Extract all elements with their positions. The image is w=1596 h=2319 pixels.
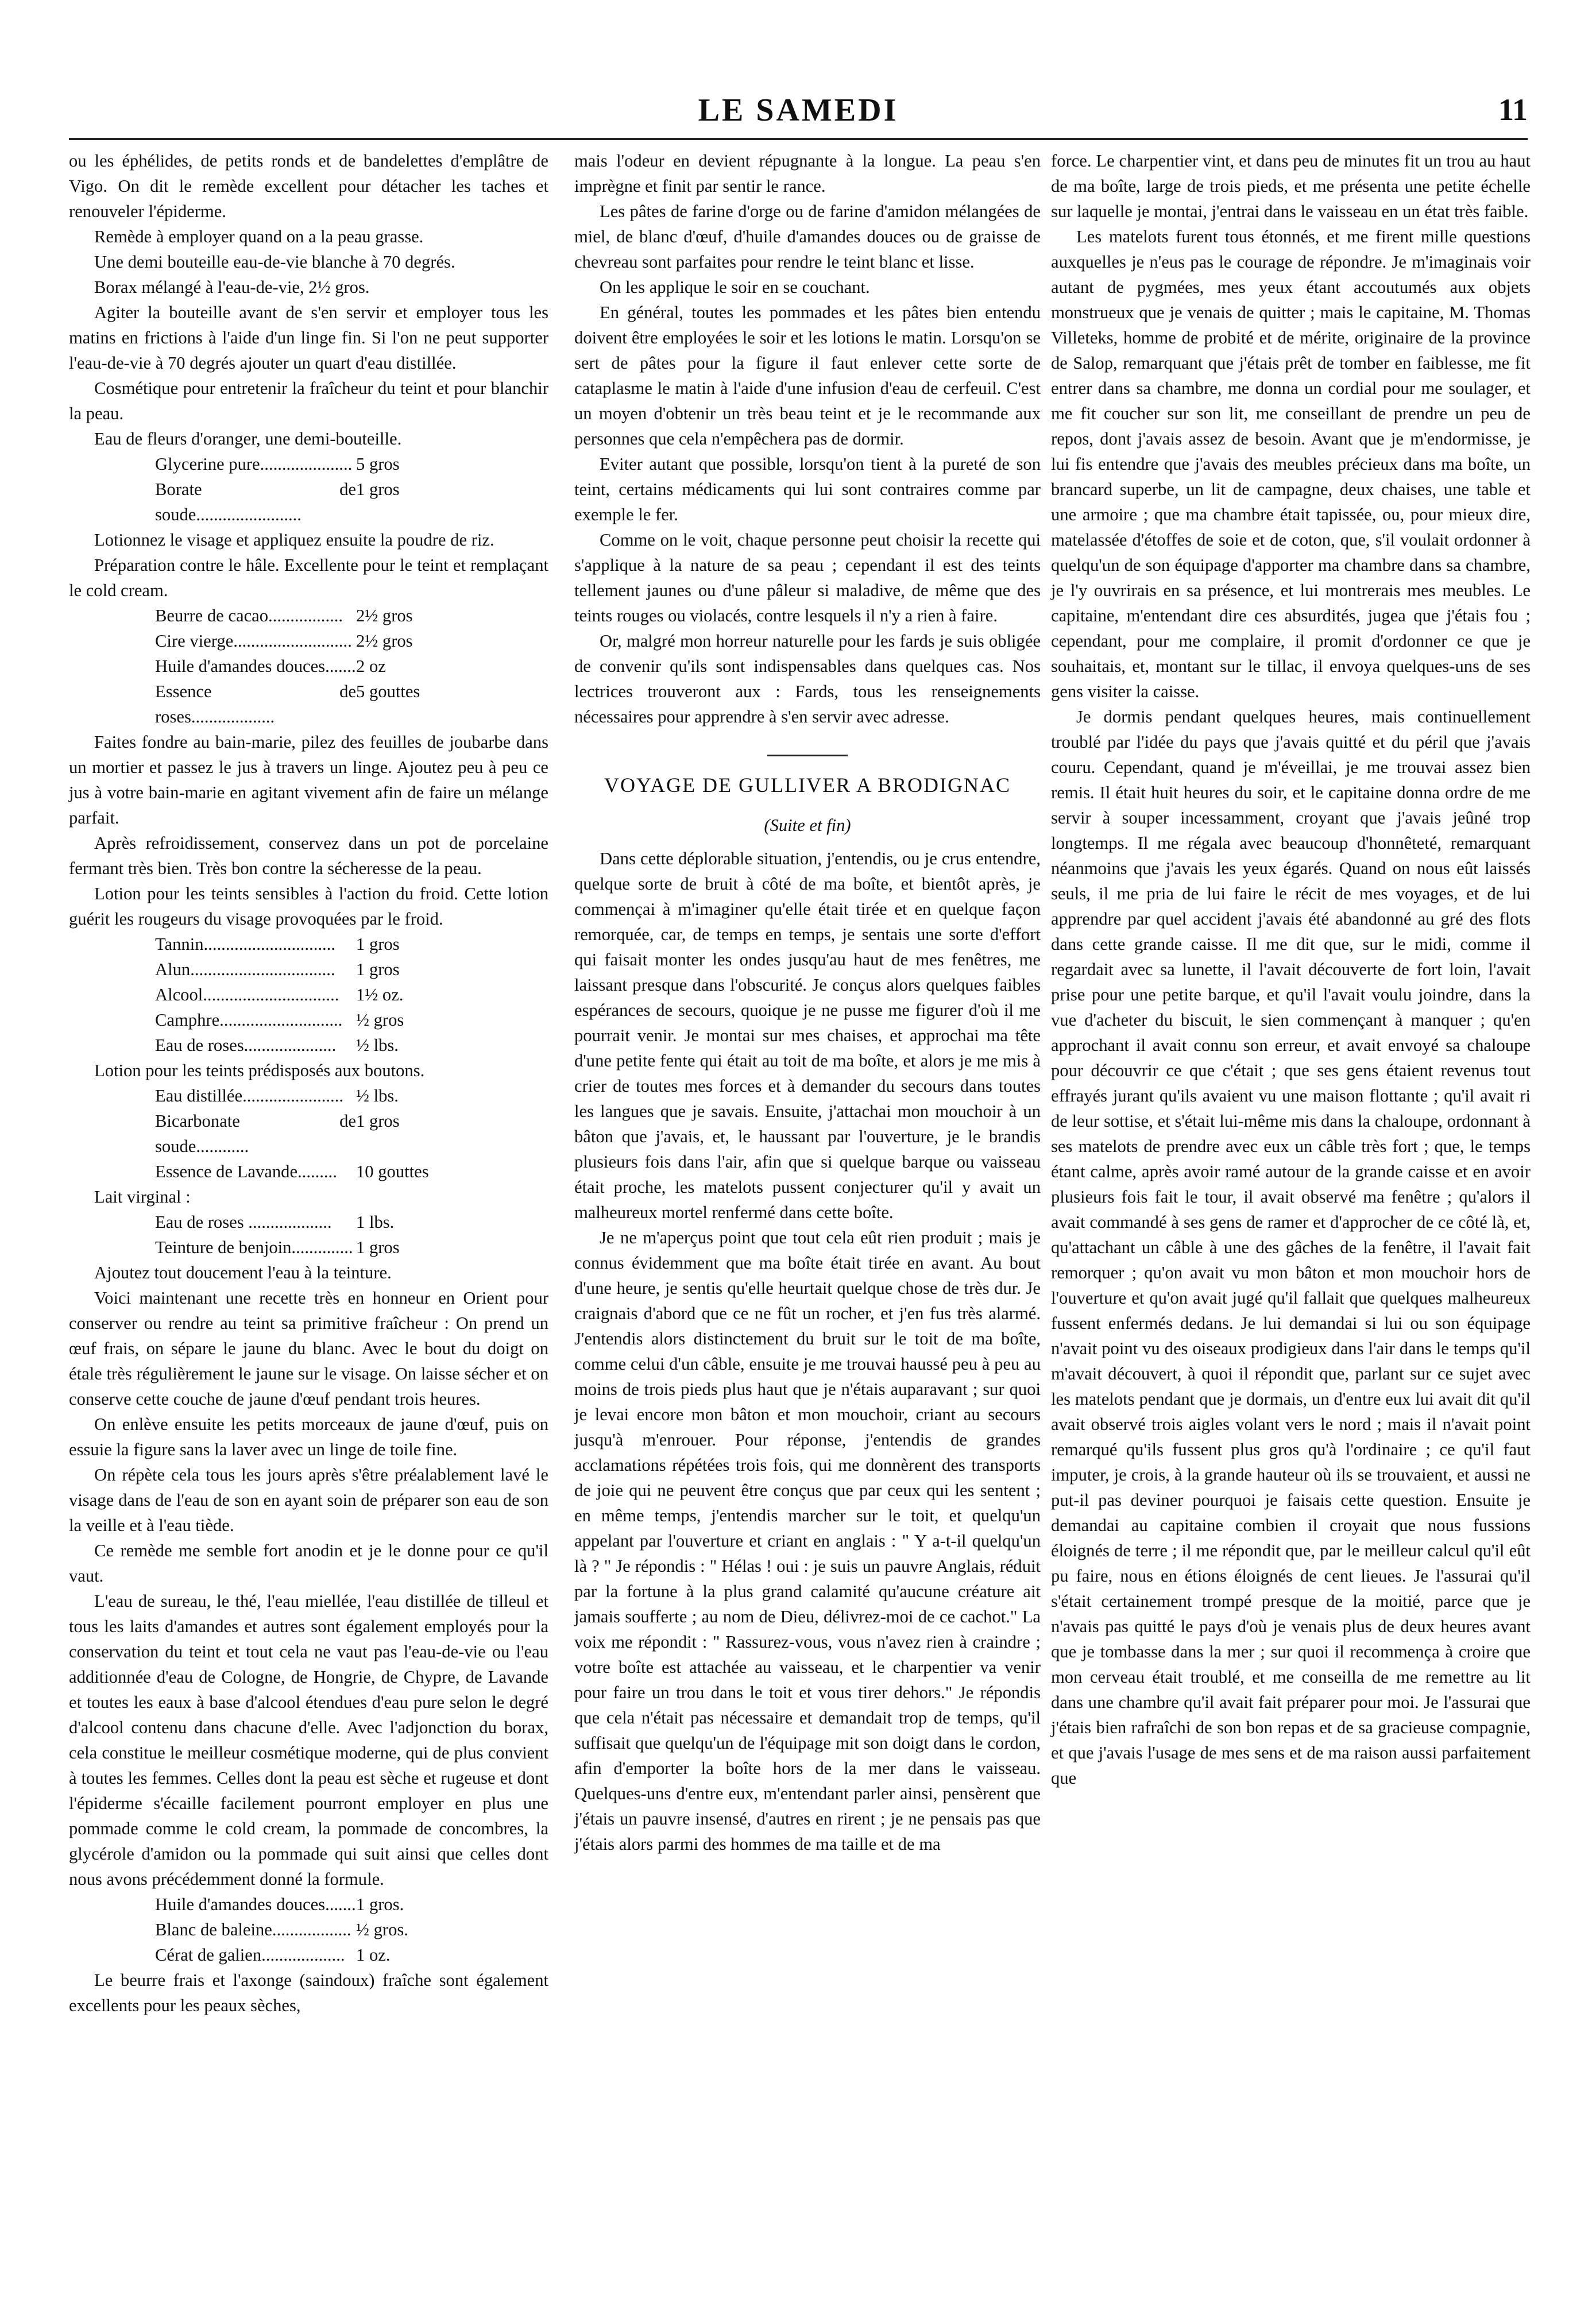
quantity: 1 gros <box>356 960 400 979</box>
ingredient: Huile d'amandes douces....... <box>155 656 356 676</box>
quantity: 1 gros <box>356 934 400 954</box>
recipe-list <box>155 451 454 527</box>
paragraph: Lotionnez le visage et appliquez ensuite la poudre de riz. <box>94 530 494 550</box>
paragraph: Or, malgré mon horreur naturelle pour les fards je suis obligée de convenir qu'ils sont indispensables dans quelques cas. Nos lectrices trouveront aux : Fards, tous les renseignements nécessaires pour apprendre à s'en servir avec adresse. <box>574 631 1041 726</box>
quantity: 1½ oz. <box>356 985 404 1004</box>
quantity: 2½ gros <box>356 606 413 625</box>
paragraph: On enlève ensuite les petits morceaux de jaune d'œuf, puis on essuie la figure sans la laver avec un linge de toile fine. <box>69 1414 548 1459</box>
recipe-row <box>155 1159 454 1184</box>
recipe-row <box>155 1942 454 1968</box>
quantity: ½ gros. <box>356 1920 408 1939</box>
paragraph: Je ne m'aperçus point que tout cela eût rien produit ; mais je connus évidemment que ma boîte était tirée en avant. Au bout d'une heure, je sentis qu'elle heurtait quelque chose de très dur. Je craignais d'abord que ce ne fût un rocher, et j'en fus très alarmé. J'entendis alors distinctement du bruit sur le toit de ma boîte, comme celui d'un câble, ensuite je me trouvai haussé peu à peu au moins de trois pieds plus haut que je n'étais auparavant ; sur quoi je levai encore mon bâton et mon mouchoir, criant au secours jusqu'à m'enrouer. Pour réponse, j'entendis de grandes acclamations répétées trois fois, qui me donnèrent des transports de joie qui ne peuvent être conçus que par ceux qui les sentent ; en même temps, j'entendis marcher sur le toit, et quelqu'un appelant par l'ouverture et criant en anglais : " Y a-t-il quelqu'un là ? " Je répondis : " Hélas ! oui : je suis un pauvre Anglais, réduit par la fortune à la plus grand calamité qu'aucune créature ait jamais soufferte ; au nom de Dieu, délivrez-moi de ce cachot." La voix me répondit : " Rassurez-vous, vous n'avez rien à craindre ; votre boîte est attachée au vaisseau, et le charpentier va venir pour faire un trou dans le toit et vous tirer dehors." Je répondis que cela n'était pas nécessaire et demandait trop de temps, qu'il suffisait que quelqu'un de l'équipage mit son doigt dans le cordon, afin d'emporter la boîte hors de la mer dans le vaisseau. Quelques-uns d'entre eux, m'entendant parler ainsi, pensèrent que j'étais un pauvre insensé, d'autres en rirent ; je ne pensais pas que j'étais alors parmi des hommes de ma taille et de ma <box>574 1228 1041 1854</box>
quantity: 1 oz. <box>356 1945 391 1965</box>
quantity: 5 gros <box>356 454 400 474</box>
recipe-list <box>155 603 454 729</box>
recipe-row <box>155 628 454 654</box>
paragraph: Remède à employer quand on a la peau grasse. <box>94 227 424 246</box>
paragraph: Faites fondre au bain-marie, pilez des feuilles de joubarbe dans un mortier et passez le jus à travers un linge. Ajoutez peu à peu ce jus à votre bain-marie en agitant vivement afin de faire un mélange parfait. <box>69 732 548 828</box>
column-1 <box>69 148 548 2018</box>
ingredient: Glycerine pure..................... <box>155 454 353 474</box>
paragraph: Je dormis pendant quelques heures, mais continuellement troublé par l'idée du pays que j'avais quitté et du péril que j'avais couru. Cependant, quand je m'éveillai, je me trouvai assez bien remis. Il était huit heures du soir, et le capitaine donna ordre de me servir à souper incessamment, croyant que j'avais jeûné trop longtemps. Il me régala avec beaucoup d'honnêteté, remarquant néanmoins que j'avais les yeux égarés. Quand on nous eût laissés seuls, il me pria de lui faire le récit de mes voyages, et de lui apprendre par quel accident j'avais été abandonné au gré des flots dans cette grande caisse. Il me dit que, sur le midi, comme il regardait avec sa lunette, il l'avait découverte de fort loin, l'avait prise pour une petite barque, et qu'il l'avait voulu joindre, dans la vue d'acheter du biscuit, le sien commençant à manquer ; qu'en approchant il avait connu son erreur, et avait envoyé sa chaloupe pour découvrir ce que c'était ; que ses gens étaient revenus tout effrayés jurant qu'ils avaient vu une maison flottante ; qu'il avait ri de leur sottise, et s'était lui-même mis dans la chaloupe, ordonnant à ses matelots de prendre avec eux un câble très fort ; que, le temps étant calme, après avoir ramé autour de la grande caisse et en avoir plusieurs fois fait le tour, il avait observé ma fenêtre ; qu'alors il avait commandé à ses gens de ramer et d'approcher de ce côté là, et, qu'attachant un câble à une des gâches de la fenêtre, il l'avait fait remorquer ; qu'on avait vu mon bâton et mon mouchoir hors de l'ouverture et qu'on avait jugé qu'il fallait que quelques malheureux fussent enfermés dedans. Je lui demandai si lui ou son équipage n'avait point vu des oiseaux prodigieux dans l'air dans le temps qu'il m'avait découvert, à quoi il répondit que, parlant sur ce sujet avec les matelots pendant que je dormais, un d'entre eux lui avait dit qu'il avait observé trois aigles volant vers le nord ; mais il n'avait point remarqué qu'ils fussent plus gros qu'à l'ordinaire ; ce qu'il faut imputer, je crois, à la grande hauteur où ils se trouvaient, et aussi ne put-il pas deviner pourquoi je faisais cette question. Ensuite je demandai au capitaine combien il croyait que nous fussions éloignés de terre ; il me répondit que, par le meilleur calcul qu'il eût pu faire, nous en étions éloignés de cent lieues. Je l'assurai qu'il s'était certainement trompé presque de la moitié, parce que je n'avais pas quitté le pays d'où je venais plus de deux heures avant que je tombasse dans la mer ; sur quoi il recommença à croire que mon cerveau était troublé, et me conseilla de me remettre au lit dans une chambre qu'il avait fait préparer pour moi. Je l'assurai que j'étais bien rafraîchi de son bon repas et de sa gracieuse compagnie, et que j'avais l'usage de mes sens et de ma raison aussi parfaitement que <box>1051 707 1531 1788</box>
ingredient: Huile d'amandes douces....... <box>155 1895 356 1914</box>
paragraph: Dans cette déplorable situation, j'entendis, ou je crus entendre, quelque sorte de bruit à côté de ma boîte, et bientôt après, je commençai à m'imaginer qu'elle était tirée et en quelque façon remorquée, car, de temps en temps, je sentais une sorte d'effort qui faisait monter les ondes jusqu'au haut de mes fenêtres, me laissant presque dans l'obscurité. Je conçus alors quelques faibles espérances de secours, quoique je ne pusse me figurer d'où il me pourrait venir. Je montai sur mes chaises, et approchai ma tête d'une petite fente qui était au toit de ma boîte, et alors je me mis à crier de toutes mes forces et à demander du secours dans toutes les langues que je savais. Ensuite, j'attachai mon mouchoir à un bâton que j'avais, et, le haussant par l'ouverture, je le brandis plusieurs fois dans l'air, afin que si quelque barque ou vaisseau était proche, les matelots pussent conjecturer qu'il y avait un malheureux mortel renfermé dans cette boîte. <box>574 849 1041 1222</box>
recipe-row <box>155 1209 454 1235</box>
paragraph: Voici maintenant une recette très en honneur en Orient pour conserver ou rendre au teint sa primitive fraîcheur : On prend un œuf frais, on sépare le jaune du blanc. Avec le bout du doigt on étale très régulièrement le jaune sur le visage. On laisse sécher et on conserve cette couche de jaune d'œuf pendant trois heures. <box>69 1288 548 1409</box>
paragraph: ou les éphélides, de petits ronds et de bandelettes d'emplâtre de Vigo. On dit le remède excellent pour détacher les taches et renouveler l'épiderme. <box>69 151 548 221</box>
paragraph: Lait virginal : <box>94 1187 191 1207</box>
quantity: 1 gros <box>356 480 400 499</box>
paragraph: Eau de fleurs d'oranger, une demi-bouteille. <box>94 429 402 449</box>
ingredient: Cire vierge........................... <box>155 631 352 651</box>
section-heading: VOYAGE DE GULLIVER A BRODIGNAC <box>604 774 1011 797</box>
paragraph: force. Le charpentier vint, et dans peu de minutes fit un trou au haut de ma boîte, large de trois pieds, et me présenta une petite échelle sur laquelle je montai, j'entrai dans le vaisseau en un état très faible. <box>1051 151 1531 221</box>
section-separator <box>767 755 848 756</box>
paragraph: Ajoutez tout doucement l'eau à la teinture. <box>94 1263 392 1282</box>
paragraph: Lotion pour les teints sensibles à l'action du froid. Cette lotion guérit les rougeurs du visage provoquées par le froid. <box>69 884 548 929</box>
paragraph: Eviter autant que possible, lorsqu'on tient à la pureté de son teint, certains médicaments qui lui sont contraires comme par exemple le fer. <box>574 454 1041 524</box>
recipe-row <box>155 1235 454 1260</box>
column-3 <box>1051 148 1531 1791</box>
quantity: 1 gros <box>356 1238 400 1257</box>
running-title: LE SAMEDI <box>698 92 899 128</box>
recipe-list <box>155 1083 454 1184</box>
paragraph: Le beurre frais et l'axonge (saindoux) fraîche sont également excellents pour les peaux sèches, <box>69 1970 548 2015</box>
recipe-row <box>155 603 454 628</box>
recipe-list <box>155 1209 454 1260</box>
ingredient: Alcool............................... <box>155 985 339 1004</box>
column-2 <box>574 148 1041 1857</box>
paragraph: Cosmétique pour entretenir la fraîcheur du teint et pour blanchir la peau. <box>69 378 548 423</box>
recipe-row <box>155 1007 454 1033</box>
quantity: 1 gros <box>356 1111 400 1131</box>
paragraph: En général, toutes les pommades et les pâtes bien entendu doivent être employées le soir et les lotions le matin. Lorsqu'on se sert de pâtes pour la figure il faut enlever cette sorte de cataplasme le matin à l'aide d'une infusion d'eau de cerfeuil. C'est un moyen d'obtenir un très beau teint et je le recommande aux personnes que cela n'empêchera pas de dormir. <box>574 303 1041 449</box>
recipe-row <box>155 654 454 679</box>
quantity: 10 gouttes <box>356 1162 429 1181</box>
recipe-row <box>155 957 454 982</box>
ingredient: Beurre de cacao................. <box>155 606 343 625</box>
quantity: ½ gros <box>356 1010 404 1030</box>
recipe-row <box>155 477 454 527</box>
quantity: ½ lbs. <box>356 1086 399 1106</box>
paragraph: Agiter la bouteille avant de s'en servir et employer tous les matins en frictions à l'aide d'un linge fin. Si l'on ne peut supporter l'eau-de-vie à 70 degrés ajouter un quart d'eau distillée. <box>69 303 548 373</box>
paragraph: Borax mélangé à l'eau-de-vie, 2½ gros. <box>94 277 370 297</box>
paragraph: On répète cela tous les jours après s'être préalablement lavé le visage dans de l'eau de son en ayant soin de préparer son eau de son la veille et à l'eau tiède. <box>69 1465 548 1535</box>
ingredient: Borate de soude........................ <box>155 480 356 524</box>
paragraph: L'eau de sureau, le thé, l'eau miellée, l'eau distillée de tilleul et tous les laits d'amandes et autres sont également employés pour la conservation du teint et tout cela ne vaut pas l'eau-de-vie ou l'eau additionnée d'eau de Cologne, de Hongrie, de Chypre, de Lavande et toutes les eaux à base d'alcool étendues d'eau pure selon le degré d'alcool contenu dans chacune d'elle. Avec l'adjonction du borax, cela constitue le meilleur cosmétique moderne, qui de plus convient à toutes les femmes. Celles dont la peau est sèche et rugeuse et dont l'épiderme s'écaille facilement pourront employer en plus une pommade comme le cold cream, la pommade de concombres, la glycérole d'amidon ou la pommade qui suit ainsi que celles dont nous avons précédemment donné la formule. <box>69 1591 548 1889</box>
ingredient: Alun................................. <box>155 960 335 979</box>
ingredient: Blanc de baleine.................. <box>155 1920 351 1939</box>
paragraph: Lotion pour les teints prédisposés aux boutons. <box>94 1061 425 1080</box>
quantity: 2 oz <box>356 656 386 676</box>
recipe-row <box>155 1917 454 1942</box>
recipe-row <box>155 982 454 1007</box>
paragraph: On les applique le soir en se couchant. <box>600 277 870 297</box>
recipe-row <box>155 1108 454 1159</box>
quantity: 5 gouttes <box>356 682 420 701</box>
ingredient: Teinture de benjoin.............. <box>155 1238 353 1257</box>
paragraph: Les pâtes de farine d'orge ou de farine d'amidon mélangées de miel, de blanc d'œuf, d'huile d'amandes douces ou de graisse de chevreau sont parfaites pour rendre le teint blanc et lisse. <box>574 202 1041 272</box>
recipe-row <box>155 679 454 729</box>
ingredient: Eau distillée....................... <box>155 1086 343 1106</box>
page-number: 11 <box>1498 92 1528 127</box>
quantity: ½ lbs. <box>356 1035 399 1055</box>
quantity: 1 lbs. <box>356 1212 395 1232</box>
ingredient: Tannin.............................. <box>155 934 335 954</box>
ingredient: Essence de Lavande......... <box>155 1162 337 1181</box>
paragraph: Après refroidissement, conservez dans un pot de porcelaine fermant très bien. Très bon contre la sécheresse de la peau. <box>69 833 548 878</box>
ingredient: Eau de roses ................... <box>155 1212 332 1232</box>
recipe-row <box>155 451 454 477</box>
ingredient: Cérat de galien................... <box>155 1945 345 1965</box>
quantity: 1 gros. <box>356 1895 404 1914</box>
ingredient: Eau de roses..................... <box>155 1035 337 1055</box>
paragraph: mais l'odeur en devient répugnante à la longue. La peau s'en imprègne et finit par sentir le rance. <box>574 151 1041 196</box>
recipe-row <box>155 1892 454 1917</box>
page-header <box>69 92 1528 138</box>
ingredient: Camphre............................ <box>155 1010 343 1030</box>
recipe-list <box>155 932 454 1058</box>
section-subheading: (Suite et fin) <box>764 815 851 835</box>
recipe-row <box>155 1033 454 1058</box>
paragraph: Comme on le voit, chaque personne peut choisir la recette qui s'applique à la nature de sa peau ; cependant il est des teints tellement jaunes ou d'une pâleur si maladive, de même que des teints rouges ou violacés, contre lesquels il n'y a rien à faire. <box>574 530 1041 625</box>
recipe-row <box>155 1083 454 1108</box>
header-rule <box>69 138 1528 140</box>
recipe-list <box>155 1892 454 1968</box>
ingredient: Essence de roses................... <box>155 682 356 726</box>
paragraph: Une demi bouteille eau-de-vie blanche à 70 degrés. <box>94 252 455 272</box>
paragraph: Ce remède me semble fort anodin et je le donne pour ce qu'il vaut. <box>69 1541 548 1586</box>
ingredient: Bicarbonate de soude............ <box>155 1111 356 1156</box>
paragraph: Les matelots furent tous étonnés, et me firent mille questions auxquelles je n'eus pas le courage de répondre. Je m'imaginais voir autant de pygmées, mes yeux étant accoutumés aux objets monstrueux que je venais de quitter ; mais le capitaine, M. Thomas Villeteks, homme de probité et de mérite, originaire de la province de Salop, remarquant que j'étais prêt de tomber en faiblesse, me fit entrer dans sa chambre, me donna un cordial pour me soulager, et me fit coucher sur son lit, me conseillant de prendre un peu de repos, dont j'avais assez de besoin. Avant que je m'endormisse, je lui fis entendre que j'avais des meubles précieux dans ma boîte, un brancard superbe, un lit de campagne, deux chaises, une table et une armoire ; que ma chambre était tapissée, ou, pour mieux dire, matelassée d'étoffes de soie et de coton, que, s'il voulait ordonner à quelqu'un de son équipage d'apporter ma chambre dans sa chambre, je l'y ouvrirais en sa présence, et lui montrerais mes meubles. Le capitaine, m'entendant dire ces absurdités, jugea que j'étais fou ; cependant, pour me complaire, il promit d'ordonner ce que je souhaitais, et, montant sur le tillac, il envoya quelques-uns de ses gens visiter la caisse. <box>1051 227 1531 701</box>
recipe-row <box>155 932 454 957</box>
paragraph: Préparation contre le hâle. Excellente pour le teint et remplaçant le cold cream. <box>69 555 548 600</box>
quantity: 2½ gros <box>356 631 413 651</box>
